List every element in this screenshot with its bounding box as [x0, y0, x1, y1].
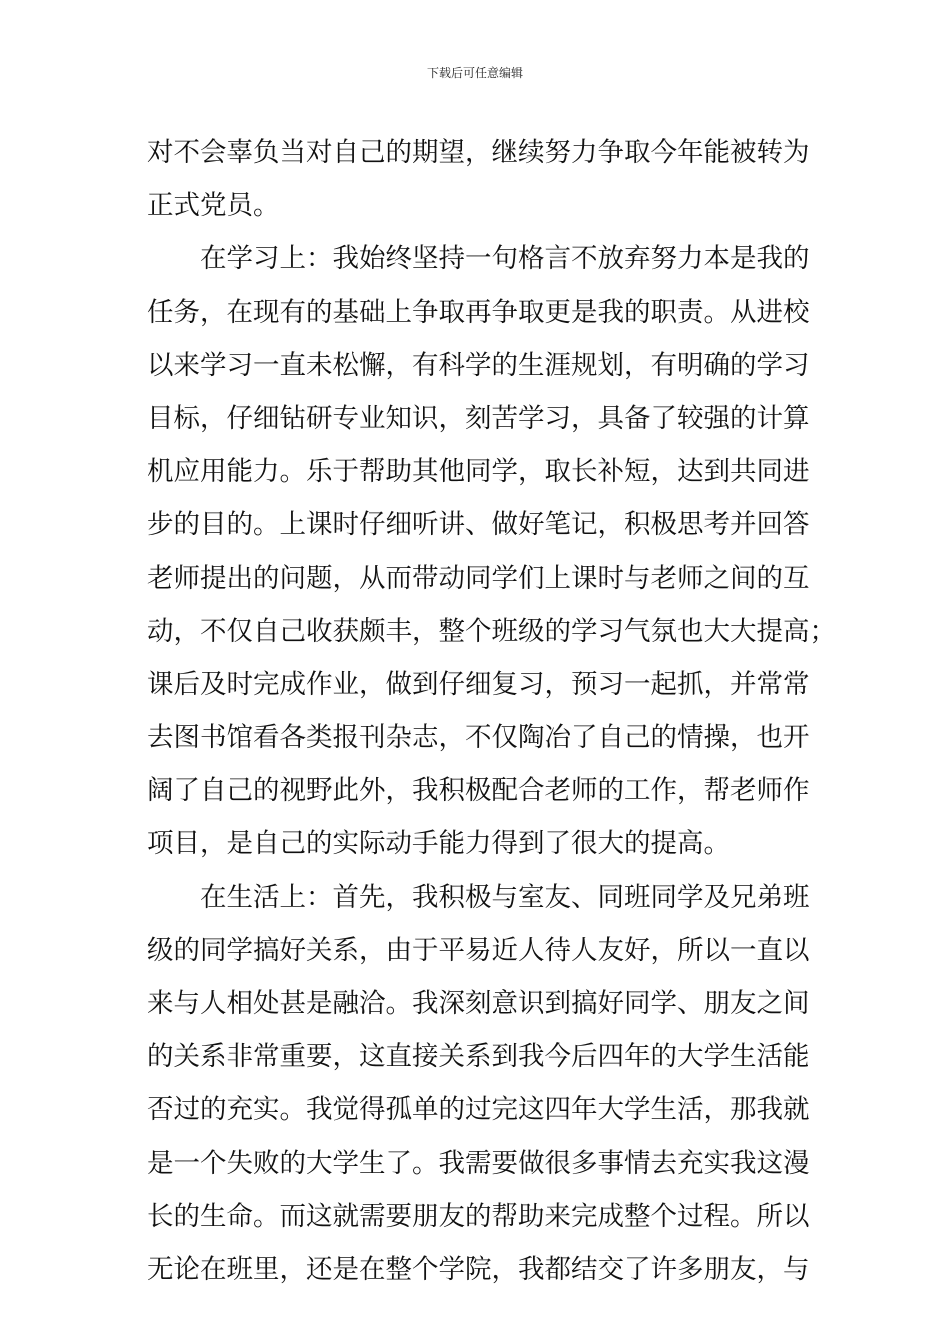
document-body	[147, 126, 836, 1296]
text-line: 在生活上：首先，我积极与室友、同班同学及兄弟班	[200, 881, 810, 913]
text-line: 阔了自己的视野此外，我积极配合老师的工作，帮老师作	[147, 775, 810, 807]
text-line: 老师提出的问题，从而带动同学们上课时与老师之间的互	[147, 562, 810, 594]
paragraph-life	[147, 871, 810, 1297]
text-line: 项目，是自己的实际动手能力得到了很大的提高。	[147, 828, 730, 860]
text-line: 去图书馆看各类报刊杂志，不仅陶冶了自己的情操，也开	[147, 722, 810, 754]
text-line: 正式党员。	[147, 190, 280, 222]
paragraph-party-membership	[147, 126, 810, 232]
text-line: 动，不仅自己收获颇丰，整个班级的学习气氛也大大提高；	[147, 615, 836, 647]
text-line: 无论在班里，还是在整个学院，我都结交了许多朋友，与	[147, 1253, 810, 1285]
text-line: 级的同学搞好关系，由于平易近人待人友好，所以一直以	[147, 934, 810, 966]
text-line: 对不会辜负当对自己的期望，继续努力争取今年能被转为	[147, 137, 810, 168]
text-line: 是一个失败的大学生了。我需要做很多事情去充实我这漫	[147, 1147, 810, 1179]
text-line: 来与人相处甚是融洽。我深刻意识到搞好同学、朋友之间	[147, 988, 810, 1019]
text-line: 的关系非常重要，这直接关系到我今后四年的大学生活能	[147, 1041, 810, 1073]
text-line: 以来学习一直未松懈，有科学的生涯规划，有明确的学习	[147, 349, 810, 381]
text-line: 否过的充实。我觉得孤单的过完这四年大学生活，那我就	[147, 1094, 810, 1126]
text-line: 机应用能力。乐于帮助其他同学，取长补短，达到共同进	[147, 456, 810, 488]
paragraph-study	[147, 232, 836, 870]
text-line: 步的目的。上课时仔细听讲、做好笔记，积极思考并回答	[147, 509, 810, 541]
text-line: 任务，在现有的基础上争取再争取更是我的职责。从进校	[147, 296, 810, 328]
text-line: 在学习上：我始终坚持一句格言不放弃努力本是我的	[200, 243, 810, 275]
page-header-note: 下载后可任意编辑	[426, 66, 523, 80]
text-line: 长的生命。而这就需要朋友的帮助来完成整个过程。所以	[147, 1200, 810, 1232]
text-line: 目标，仔细钻研专业知识，刻苦学习，具备了较强的计算	[147, 402, 810, 434]
text-line: 课后及时完成作业，做到仔细复习，预习一起抓，并常常	[147, 668, 810, 700]
